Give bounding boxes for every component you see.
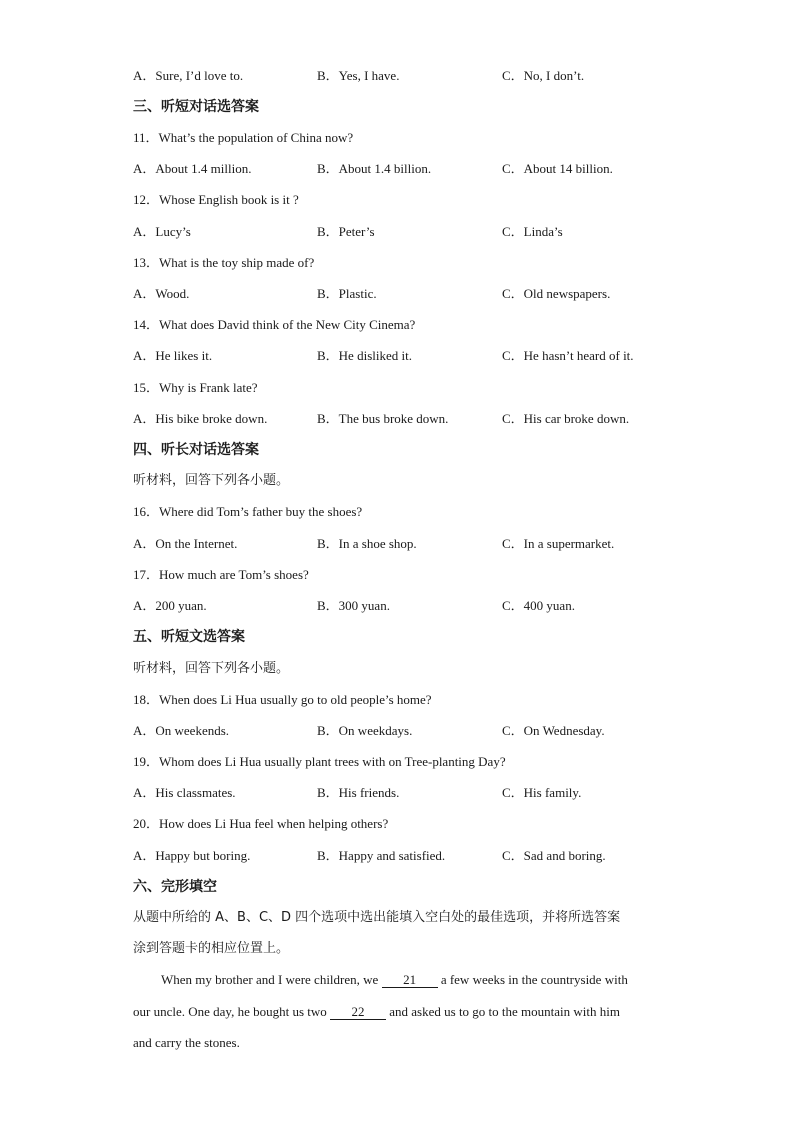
option-b: B．300 yuan. [317, 598, 390, 613]
option-a: A．Lucy’s [133, 224, 191, 239]
option-c: C．Old newspapers. [502, 286, 611, 301]
option-a: A．Sure, I’d love to. [133, 68, 244, 83]
option-b: B．About 1.4 billion. [317, 161, 432, 176]
instruction-text: 听材料，回答下列各小题。 [133, 473, 290, 488]
blank-22[interactable]: 22 [330, 1004, 386, 1020]
option-c: C．About 14 billion. [502, 161, 613, 176]
option-a: A．Wood. [133, 286, 190, 301]
option-b: B．Happy and satisfied. [317, 848, 446, 863]
option-b: B．He disliked it. [317, 348, 412, 363]
question-14: 14．What does David think of the New City Cinema? [133, 317, 416, 332]
option-c: C．Sad and boring. [502, 848, 606, 863]
question-17: 17．How much are Tom’s shoes? [133, 567, 309, 582]
option-a: A．On weekends. [133, 723, 230, 738]
section-heading: 三、听短对话选答案 [133, 99, 259, 115]
question-13: 13．What is the toy ship made of? [133, 255, 315, 270]
passage-text: our uncle. One day, he bought us two [133, 1004, 331, 1019]
option-a: A．His classmates. [133, 785, 236, 800]
option-a: A．About 1.4 million. [133, 161, 252, 176]
option-b: B．His friends. [317, 785, 400, 800]
question-15: 15．Why is Frank late? [133, 380, 258, 395]
option-c: C．In a supermarket. [502, 536, 615, 551]
option-a: A．200 yuan. [133, 598, 207, 613]
option-c: C．His car broke down. [502, 411, 630, 426]
option-a: A．On the Internet. [133, 536, 238, 551]
section-heading: 六、完形填空 [133, 879, 217, 895]
instruction-text: 涂到答题卡的相应位置上。 [133, 941, 290, 956]
question-18: 18．When does Li Hua usually go to old people’s home? [133, 692, 432, 707]
instruction-text: 从题中所给的 A、B、C、D 四个选项中选出能填入空白处的最佳选项，并将所选答案 [133, 910, 621, 925]
option-a: A．His bike broke down. [133, 411, 268, 426]
passage-text: and asked us to go to the mountain with him [386, 1004, 620, 1019]
blank-21[interactable]: 21 [382, 972, 438, 988]
section-heading: 四、听长对话选答案 [133, 442, 259, 458]
option-c: C．On Wednesday. [502, 723, 605, 738]
question-11: 11．What’s the population of China now? [133, 130, 354, 145]
option-b: B．In a shoe shop. [317, 536, 417, 551]
question-12: 12．Whose English book is it ? [133, 192, 299, 207]
question-20: 20．How does Li Hua feel when helping others? [133, 816, 389, 831]
option-c: C．No, I don’t. [502, 68, 585, 83]
instruction-text: 听材料，回答下列各小题。 [133, 661, 290, 676]
question-19: 19．Whom does Li Hua usually plant trees with on Tree-planting Day? [133, 754, 506, 769]
option-c: C．Linda’s [502, 224, 563, 239]
option-c: C．400 yuan. [502, 598, 575, 613]
passage-text: When my brother and I were children, we [161, 972, 382, 987]
section-heading: 五、听短文选答案 [133, 629, 245, 645]
option-c: C．His family. [502, 785, 582, 800]
option-a: A．He likes it. [133, 348, 213, 363]
passage-line [133, 1003, 620, 1021]
option-b: B．Yes, I have. [317, 68, 400, 83]
option-b: B．Peter’s [317, 224, 375, 239]
question-16: 16．Where did Tom’s father buy the shoes? [133, 504, 363, 519]
passage-line [161, 971, 628, 989]
option-a: A．Happy but boring. [133, 848, 251, 863]
option-b: B．On weekdays. [317, 723, 413, 738]
option-c: C．He hasn’t heard of it. [502, 348, 634, 363]
passage-line: and carry the stones. [133, 1035, 240, 1050]
option-b: B．Plastic. [317, 286, 377, 301]
option-b: B．The bus broke down. [317, 411, 449, 426]
passage-text: a few weeks in the countryside with [437, 972, 628, 987]
